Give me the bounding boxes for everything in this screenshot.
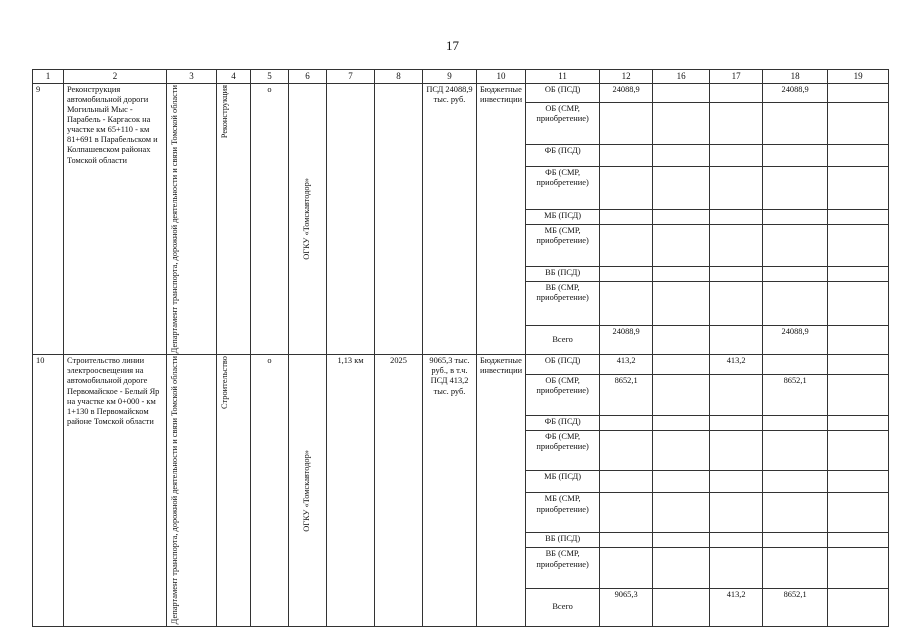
fund-source-cell: МБ (СМР, приобретение) [526, 225, 600, 267]
amount-cell-18 [763, 282, 828, 326]
amount-cell-17 [710, 326, 763, 355]
amount-cell-17 [710, 416, 763, 431]
amount-cell-16 [653, 431, 710, 471]
cost-cell: 9065,3 тыс. руб., в т.ч. ПСД 413,2 тыс. руб. [423, 355, 477, 626]
amount-cell-18: 24088,9 [763, 326, 828, 355]
amount-cell-19 [828, 493, 889, 533]
fund-source-cell: ВБ (СМР, приобретение) [526, 282, 600, 326]
amount-cell-16 [653, 282, 710, 326]
fund-source-cell: ОБ (ПСД) [526, 355, 600, 375]
amount-cell-12 [600, 471, 653, 493]
fund-source-cell: ОБ (ПСД) [526, 84, 600, 103]
header-cell: 4 [217, 70, 251, 84]
amount-cell-16 [653, 267, 710, 282]
amount-cell-18 [763, 431, 828, 471]
amount-cell-18 [763, 493, 828, 533]
amount-cell-18: 8652,1 [763, 588, 828, 626]
amount-cell-16 [653, 102, 710, 145]
fund-source-cell: ФБ (ПСД) [526, 416, 600, 431]
amount-cell-16 [653, 588, 710, 626]
object-name-cell: Реконструкция автомобильной дороги Могильный Мыс - Парабель - Каргасок на участке км 65+110 - км 81+691 в Парабельском и Колпашевском районах Томской области [64, 84, 167, 355]
amount-cell-17 [710, 84, 763, 103]
header-cell: 12 [600, 70, 653, 84]
header-cell: 8 [375, 70, 423, 84]
fund-source-cell: ВБ (ПСД) [526, 267, 600, 282]
amount-cell-19 [828, 102, 889, 145]
amount-cell-17 [710, 431, 763, 471]
amount-cell-16 [653, 167, 710, 210]
investment-type-cell: Бюджетные инвестиции [477, 84, 526, 355]
amount-cell-12 [600, 416, 653, 431]
amount-cell-19 [828, 431, 889, 471]
amount-cell-17 [710, 282, 763, 326]
amount-cell-12 [600, 267, 653, 282]
header-cell: 3 [167, 70, 217, 84]
header-cell: 18 [763, 70, 828, 84]
header-cell: 7 [327, 70, 375, 84]
header-cell: 9 [423, 70, 477, 84]
amount-cell-17: 413,2 [710, 355, 763, 375]
amount-cell-19 [828, 210, 889, 225]
fund-source-cell: МБ (ПСД) [526, 471, 600, 493]
fund-source-cell: Всего [526, 326, 600, 355]
header-cell: 17 [710, 70, 763, 84]
amount-cell-19 [828, 267, 889, 282]
capacity-cell [327, 84, 375, 355]
header-cell: 1 [33, 70, 64, 84]
fund-source-cell: ОБ (СМР, приобретение) [526, 102, 600, 145]
amount-cell-17 [710, 102, 763, 145]
fund-source-cell: ОБ (СМР, приобретение) [526, 375, 600, 416]
year-cell: 2025 [375, 355, 423, 626]
column-5-cell: о [251, 84, 289, 355]
amount-cell-12 [600, 548, 653, 588]
amount-cell-12 [600, 145, 653, 167]
amount-cell-19 [828, 167, 889, 210]
organization-text: ОГКУ «Томскавтодор» [302, 178, 312, 261]
amount-cell-12 [600, 493, 653, 533]
amount-cell-16 [653, 355, 710, 375]
header-cell: 10 [477, 70, 526, 84]
amount-cell-12: 8652,1 [600, 375, 653, 416]
cost-cell: ПСД 24088,9 тыс. руб. [423, 84, 477, 355]
amount-cell-16 [653, 145, 710, 167]
work-type-cell [217, 84, 251, 355]
amount-cell-18 [763, 471, 828, 493]
header-cell: 11 [526, 70, 600, 84]
page-number: 17 [446, 38, 459, 53]
amount-cell-16 [653, 493, 710, 533]
amount-cell-12 [600, 431, 653, 471]
amount-cell-17 [710, 375, 763, 416]
amount-cell-19 [828, 225, 889, 267]
amount-cell-19 [828, 548, 889, 588]
fund-source-cell: МБ (СМР, приобретение) [526, 493, 600, 533]
amount-cell-19 [828, 533, 889, 548]
header-cell: 2 [64, 70, 167, 84]
amount-cell-17 [710, 210, 763, 225]
header-row [33, 70, 889, 84]
amount-cell-17 [710, 167, 763, 210]
amount-cell-12 [600, 225, 653, 267]
amount-cell-18: 8652,1 [763, 375, 828, 416]
amount-cell-17: 413,2 [710, 588, 763, 626]
amount-cell-18 [763, 533, 828, 548]
amount-cell-18 [763, 267, 828, 282]
work-type-cell-text: Строительство [220, 356, 229, 410]
organization-text: ОГКУ «Томскавтодор» [302, 449, 312, 532]
amount-cell-16 [653, 326, 710, 355]
amount-cell-19 [828, 84, 889, 103]
amount-cell-18 [763, 548, 828, 588]
amount-cell-19 [828, 326, 889, 355]
table-row [33, 355, 889, 375]
amount-cell-12: 9065,3 [600, 588, 653, 626]
amount-cell-17 [710, 145, 763, 167]
amount-cell-16 [653, 533, 710, 548]
amount-cell-12: 24088,9 [600, 84, 653, 103]
amount-cell-19 [828, 416, 889, 431]
work-type-cell [217, 355, 251, 626]
amount-cell-19 [828, 375, 889, 416]
header-cell: 16 [653, 70, 710, 84]
amount-cell-12 [600, 282, 653, 326]
organization-cell [289, 84, 327, 355]
table-row [33, 84, 889, 103]
row-number-cell: 10 [33, 355, 64, 626]
amount-cell-16 [653, 84, 710, 103]
amount-cell-17 [710, 533, 763, 548]
fund-source-cell: ВБ (ПСД) [526, 533, 600, 548]
object-name-cell: Строительство линии электроосвещения на автомобильной дороге Первомайское - Белый Яр на участке км 0+000 - км 1+130 в Первомайском районе Томской области [64, 355, 167, 626]
fund-source-cell: МБ (ПСД) [526, 210, 600, 225]
amount-cell-12: 413,2 [600, 355, 653, 375]
header-cell: 6 [289, 70, 327, 84]
amount-cell-19 [828, 355, 889, 375]
capacity-cell: 1,13 км [327, 355, 375, 626]
amount-cell-12 [600, 210, 653, 225]
fund-source-cell: ФБ (СМР, приобретение) [526, 431, 600, 471]
amount-cell-18 [763, 416, 828, 431]
amount-cell-16 [653, 471, 710, 493]
amount-cell-18 [763, 167, 828, 210]
investment-table [32, 69, 889, 627]
amount-cell-16 [653, 375, 710, 416]
amount-cell-18: 24088,9 [763, 84, 828, 103]
row-number-cell: 9 [33, 84, 64, 355]
amount-cell-17 [710, 493, 763, 533]
header-cell: 5 [251, 70, 289, 84]
amount-cell-12 [600, 167, 653, 210]
department-cell-text: Департамент транспорта, дорожной деятельности и связи Томской области [170, 85, 179, 354]
amount-cell-12: 24088,9 [600, 326, 653, 355]
amount-cell-19 [828, 145, 889, 167]
amount-cell-18 [763, 102, 828, 145]
amount-cell-17 [710, 225, 763, 267]
amount-cell-18 [763, 355, 828, 375]
amount-cell-17 [710, 267, 763, 282]
fund-source-cell: ФБ (СМР, приобретение) [526, 167, 600, 210]
department-cell [167, 355, 217, 626]
amount-cell-17 [710, 548, 763, 588]
amount-cell-19 [828, 588, 889, 626]
amount-cell-12 [600, 102, 653, 145]
header-cell: 19 [828, 70, 889, 84]
amount-cell-19 [828, 471, 889, 493]
amount-cell-16 [653, 225, 710, 267]
year-cell [375, 84, 423, 355]
amount-cell-18 [763, 210, 828, 225]
amount-cell-19 [828, 282, 889, 326]
organization-cell [289, 355, 327, 626]
amount-cell-12 [600, 533, 653, 548]
amount-cell-16 [653, 210, 710, 225]
fund-source-cell: ФБ (ПСД) [526, 145, 600, 167]
amount-cell-17 [710, 471, 763, 493]
amount-cell-18 [763, 225, 828, 267]
fund-source-cell: Всего [526, 588, 600, 626]
column-5-cell: о [251, 355, 289, 626]
amount-cell-18 [763, 145, 828, 167]
fund-source-cell: ВБ (СМР, приобретение) [526, 548, 600, 588]
department-cell [167, 84, 217, 355]
amount-cell-16 [653, 548, 710, 588]
amount-cell-16 [653, 416, 710, 431]
department-cell-text: Департамент транспорта, дорожной деятельности и связи Томской области [170, 356, 179, 625]
investment-type-cell: Бюджетные инвестиции [477, 355, 526, 626]
work-type-cell-text: Реконструкция [220, 85, 229, 139]
